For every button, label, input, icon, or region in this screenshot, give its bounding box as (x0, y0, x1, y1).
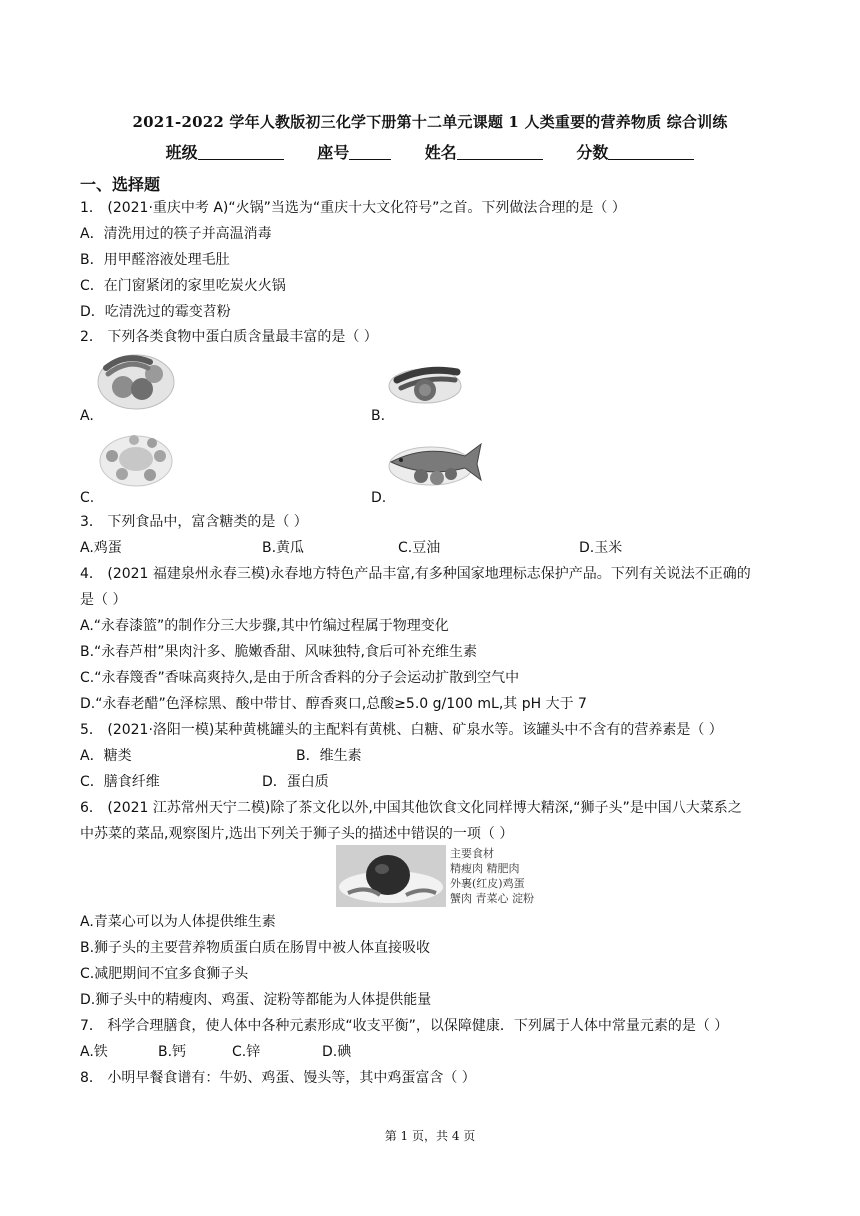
question-4-option-c: C.“永春篾香”香味高爽持久,是由于所含香料的分子会运动扩散到空气中 (80, 670, 520, 686)
name-label: 姓名 (424, 143, 457, 162)
question-2-stem: 2． 下列各类食物中蛋白质含量最丰富的是（ ） (80, 329, 378, 345)
name-blank (457, 143, 543, 160)
seat-blank (349, 143, 391, 160)
question-1-option-d: D．吃清洗过的霉变苕粉 (80, 304, 231, 320)
dish-ingredients-caption (450, 846, 534, 906)
question-2-option-d: D. (371, 490, 387, 506)
question-7-option-c: C.锌 (232, 1044, 261, 1060)
question-7-option-d: D.碘 (322, 1044, 352, 1060)
lion-head-dish-image (336, 845, 446, 907)
question-4-option-a: A.“永春漆篮”的制作分三大步骤,其中竹编过程属于物理变化 (80, 618, 449, 634)
seat-label: 座号 (317, 143, 350, 162)
caption-line: 外裹(红皮)鸡蛋 (450, 877, 525, 890)
caption-line: 精瘦肉 精肥肉 (450, 862, 520, 875)
question-3-option-c: C.豆油 (398, 540, 441, 556)
question-1-stem: 1． (2021·重庆中考 A)“火锅”当选为“重庆十大文化符号”之首。下列做法合理的是（ ） (80, 200, 626, 216)
caption-line: 蟹肉 青菜心 淀粉 (450, 892, 534, 905)
question-5-option-c: C．膳食纤维 (80, 774, 160, 790)
question-3-stem: 3． 下列食品中，富含糖类的是（ ） (80, 514, 308, 530)
score-label: 分数 (576, 143, 609, 162)
question-1-option-c: C．在门窗紧闭的家里吃炭火火锅 (80, 278, 286, 294)
document-title: 2021-2022 学年人教版初三化学下册第十二单元课题 1 人类重要的营养物质 综合训练 (132, 113, 728, 131)
question-4-stem-line-1: 4． (2021 福建泉州永春三模)永春地方特色产品丰富,有多种国家地理标志保护产品。下列有关说法不正确的 (80, 566, 751, 582)
score-blank (608, 143, 694, 160)
question-3-option-b: B.黄瓜 (262, 540, 305, 556)
question-7-stem: 7． 科学合理膳食，使人体中各种元素形成“收支平衡”，以保障健康．下列属于人体中常量元素的是（ ） (80, 1018, 729, 1034)
question-8-stem: 8． 小明早餐食谱有：牛奶、鸡蛋、馒头等，其中鸡蛋富含（ ） (80, 1070, 476, 1086)
question-3-option-a: A.鸡蛋 (80, 540, 122, 556)
class-blank (198, 143, 284, 160)
question-6-option-c: C.减肥期间不宜多食狮子头 (80, 966, 249, 982)
question-5-option-d: D．蛋白质 (262, 774, 329, 790)
question-2-option-c: C. (80, 490, 95, 506)
question-6-option-b: B.狮子头的主要营养物质蛋白质在肠胃中被人体直接吸收 (80, 940, 431, 956)
question-6-option-d: D.狮子头中的精瘦肉、鸡蛋、淀粉等都能为人体提供能量 (80, 992, 432, 1008)
vegetable-plate-image (385, 356, 465, 406)
question-2-option-a: A. (80, 408, 94, 424)
question-2-option-b: B. (371, 408, 386, 424)
question-4-option-b: B.“永春芦柑”果肉汁多、脆嫩香甜、风味独特,食后可补充维生素 (80, 644, 478, 660)
class-label: 班级 (165, 143, 198, 162)
question-5-stem: 5． (2021·洛阳一模)某种黄桃罐头的主配料有黄桃、白糖、矿泉水等。该罐头中不含有的营养素是（ ） (80, 722, 723, 738)
question-4-option-d: D.“永春老醋”色泽棕黑、酸中带甘、醇香爽口,总酸≥5.0 g/100 mL,其 pH 大于 7 (80, 696, 587, 712)
fish-plate-image (385, 434, 485, 490)
question-1-option-a: A．清洗用过的筷子并高温消毒 (80, 226, 272, 242)
question-5-option-a: A．糖类 (80, 748, 132, 764)
question-6-stem-line-2: 中苏菜的菜品,观察图片,选出下列关于狮子头的描述中错误的一项（ ） (80, 826, 514, 842)
student-info-row (0, 140, 860, 163)
question-7-option-a: A.铁 (80, 1044, 108, 1060)
question-4-stem-line-2: 是（ ） (80, 592, 127, 608)
question-3-option-d: D.玉米 (579, 540, 623, 556)
fruit-plate-image (96, 348, 176, 410)
page-footer: 第 1 页，共 4 页 (384, 1129, 476, 1143)
question-5-option-b: B．维生素 (296, 748, 362, 764)
question-7-option-b: B.钙 (158, 1044, 187, 1060)
question-1-option-b: B．用甲醛溶液处理毛肚 (80, 252, 230, 268)
question-6-option-a: A.青菜心可以为人体提供维生素 (80, 914, 276, 930)
question-6-stem-line-1: 6． (2021 江苏常州天宁二模)除了茶文化以外,中国其他饮食文化同样博大精深,“狮子头”是中国八大菜系之 (80, 800, 742, 816)
bean-plate-image (96, 428, 176, 490)
section-title: 一、选择题 (80, 175, 161, 194)
caption-line: 主要食材 (450, 847, 494, 860)
